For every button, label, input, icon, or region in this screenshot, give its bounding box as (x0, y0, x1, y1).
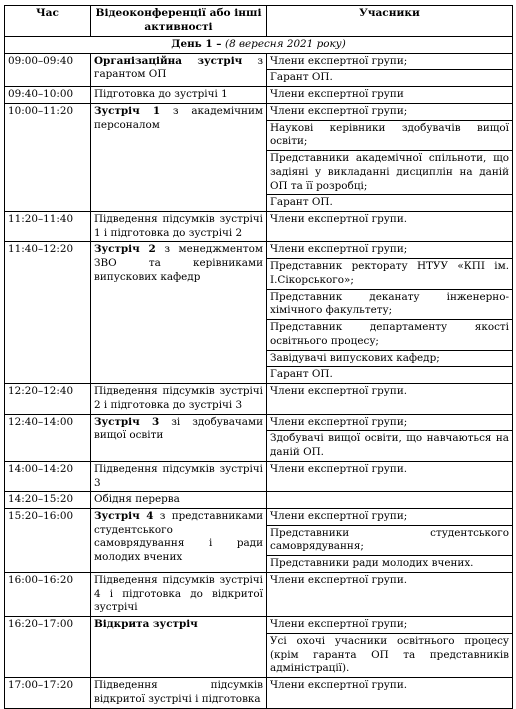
activity-text: Підведення підсумків зустрічі 3 (94, 462, 263, 489)
participants-cell (267, 87, 513, 104)
header-participants: Учасники (267, 6, 513, 37)
table-row (5, 508, 513, 572)
header-activity: Відеоконференції або інші активності (91, 6, 267, 37)
activity-title: Зустріч 1 (94, 104, 161, 117)
time-cell: 09:40–10:00 (5, 87, 91, 104)
table-row (5, 678, 513, 708)
activity-text: Підготовка до зустрічі 1 (94, 88, 228, 101)
activity-text: з представниками студентського самоврядування і ради молодих вчених (94, 509, 263, 564)
activity-cell (91, 572, 267, 616)
participants-cell (267, 53, 513, 86)
time-cell: 12:20–12:40 (5, 384, 91, 414)
activity-title: Зустріч 2 (94, 243, 156, 256)
table-row (5, 617, 513, 678)
schedule-table (4, 5, 513, 709)
activity-cell (91, 678, 267, 708)
activity-text: зі здобувачами вищої освіти (94, 415, 263, 442)
participants-cell (267, 508, 513, 572)
time-cell: 12:40–14:00 (5, 414, 91, 461)
table-row (5, 53, 513, 86)
participant-entry: Здобувачі вищої освіти, що навчаються на даній ОП. (267, 430, 512, 459)
participants-cell (267, 384, 513, 414)
activity-text: з менеджментом ЗВО та керівниками випускових кафедр (94, 243, 264, 283)
participants-cell (267, 678, 513, 708)
activity-cell (91, 414, 267, 461)
time-cell: 17:00–17:20 (5, 678, 91, 708)
table-row (5, 87, 513, 104)
activity-title: Організаційна зустріч (94, 54, 243, 67)
participant-entry: Члени експертної групи; (270, 509, 408, 522)
participant-entry: Члени експертної групи; (270, 54, 408, 67)
participant-entry: Представники студентського самоврядування; (267, 525, 512, 554)
activity-text: Підведення підсумків зустрічі 1 і підготовка до зустрічі 2 (94, 213, 263, 239)
activity-text: з академічним персоналом (94, 104, 263, 131)
participant-entry: Члени експертної групи. (270, 573, 408, 586)
activity-cell (91, 53, 267, 86)
participant-entry: Члени експертної групи. (270, 679, 408, 692)
activity-cell (91, 242, 267, 384)
activity-cell (91, 461, 267, 491)
time-cell: 11:40–12:20 (5, 242, 91, 384)
activity-cell (91, 508, 267, 572)
table-row (5, 572, 513, 616)
time-cell: 09:00–09:40 (5, 53, 91, 86)
table-row (5, 242, 513, 384)
participant-entry: Члени експертної групи; (270, 415, 408, 428)
activity-title: Зустріч 4 (94, 509, 154, 522)
participant-entry: Члени експертної групи; (270, 104, 408, 117)
participant-entry: Представники академічної спільноти, що задіяні у викладанні дисциплін на даній ОП та її розробці; (267, 150, 512, 193)
time-cell: 16:20–17:00 (5, 617, 91, 678)
activity-text: Підведення підсумків зустрічі 4 і підготовка до відкритої зустрічі (94, 573, 263, 614)
participants-cell (267, 414, 513, 461)
participant-entry: Члени експертної групи; (270, 243, 408, 256)
participants-cell (267, 492, 513, 509)
table-row (5, 103, 513, 211)
activity-cell (91, 384, 267, 414)
table-row (5, 384, 513, 414)
participant-entry: Представник департаменту якості освітнього процесу; (267, 319, 512, 348)
participant-entry: Гарант ОП. (267, 69, 512, 85)
activity-cell (91, 103, 267, 211)
activity-text: Обідня перерва (94, 493, 180, 506)
participant-entry: Наукові керівники здобувачів вищої освіти; (267, 120, 512, 149)
day-label: День 1 – (171, 37, 226, 50)
activity-text: Підведення підсумків зустрічі 2 і підготовка до зустрічі 3 (94, 385, 263, 411)
participant-entry: Завідувачі випускових кафедр; (267, 350, 512, 366)
activity-text: з гарантом ОП (94, 54, 263, 81)
participants-cell (267, 103, 513, 211)
activity-title: Зустріч 3 (94, 415, 160, 428)
time-cell: 15:20–16:00 (5, 508, 91, 572)
table-header-row (5, 6, 513, 37)
table-row (5, 461, 513, 491)
table-row (5, 212, 513, 242)
participant-entry: Представник ректорату НТУУ «КПІ ім. І.Сікорського»; (267, 258, 512, 287)
day-date: (8 вересня 2021 року) (225, 37, 346, 50)
day-row (5, 36, 513, 53)
participant-entry: Члени експертної групи. (270, 385, 408, 398)
activity-cell (91, 617, 267, 678)
activity-title: Відкрита зустріч (94, 618, 198, 631)
activity-cell (91, 87, 267, 104)
header-time: Час (5, 6, 91, 37)
activity-cell (91, 492, 267, 509)
day-cell (5, 36, 513, 53)
participants-cell (267, 572, 513, 616)
participant-entry: Усі охочі учасники освітнього процесу (крім гаранта ОП та представників адміністрації). (267, 633, 512, 676)
participant-entry: Члени експертної групи (270, 88, 404, 101)
participants-cell (267, 242, 513, 384)
participant-entry: Члени експертної групи. (270, 462, 408, 475)
participant-entry: Представник деканату інженерно-хімічного факультету; (267, 289, 512, 318)
activity-text: Підведення підсумків відкритої зустрічі і підготовка (94, 679, 263, 705)
participant-entry: Гарант ОП. (267, 194, 512, 210)
participant-entry: Представники ради молодих вчених. (267, 555, 512, 571)
time-cell: 10:00–11:20 (5, 103, 91, 211)
participants-cell (267, 212, 513, 242)
participant-entry: Гарант ОП. (267, 366, 512, 382)
participants-cell (267, 461, 513, 491)
participant-entry: Члени експертної групи; (270, 618, 408, 631)
time-cell: 14:20–15:20 (5, 492, 91, 509)
time-cell: 14:00–14:20 (5, 461, 91, 491)
participant-entry: Члени експертної групи. (270, 213, 408, 226)
time-cell: 16:00–16:20 (5, 572, 91, 616)
participants-cell (267, 617, 513, 678)
table-row (5, 492, 513, 509)
activity-cell (91, 212, 267, 242)
time-cell: 11:20–11:40 (5, 212, 91, 242)
table-row (5, 414, 513, 461)
